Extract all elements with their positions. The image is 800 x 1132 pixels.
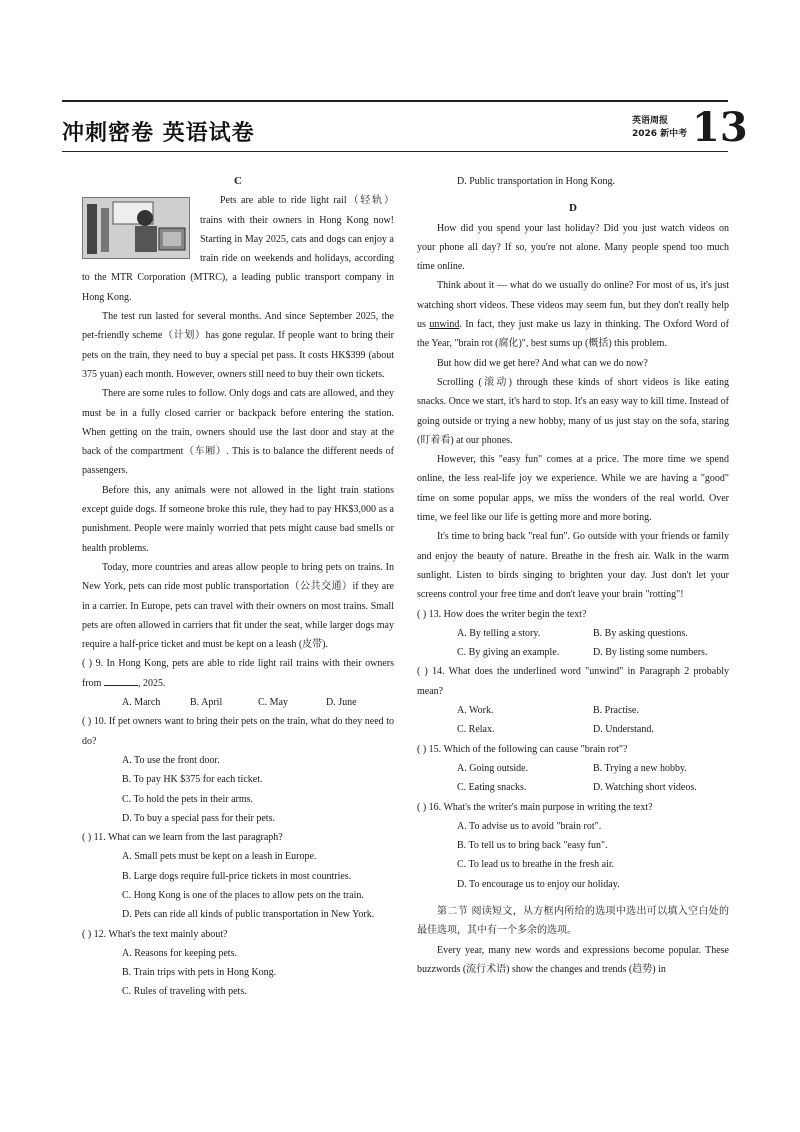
option: B. April: [190, 697, 223, 709]
brand-name: 英语周报: [632, 116, 669, 126]
brand-edition: 2026 新中考: [632, 129, 688, 139]
option: B. By asking questions.: [593, 627, 688, 639]
option: B. Trying a new hobby.: [593, 762, 687, 774]
passage-d-para-3: But how did we get here? And what can we do now?: [437, 357, 648, 369]
option: D. Understand.: [593, 724, 654, 736]
question-9-stem: ( ) 9. In Hong Kong, pets are able to ride light rail trains with their owners from: [82, 658, 394, 689]
header-top-rule: [62, 100, 728, 102]
passage-c-photo: [82, 197, 190, 259]
passage-c-label: C: [234, 175, 242, 187]
passage-c-para-4: Before this, any animals were not allowed in the light train stations except guide dogs. If someone broke this rule, they had to pay HK$3,000 as a punishment. People were mainly worried that pets might cause bad smells or health problems.: [82, 484, 394, 554]
question-16: [417, 798, 729, 894]
option: D. June: [326, 697, 357, 709]
question-12-option-d: D. Public transportation in Hong Kong.: [457, 176, 616, 187]
question-15: [417, 740, 729, 798]
passage-c-para-3: There are some rules to follow. Only dogs and cats are allowed, and they must be in a fully closed carrier or backpack before entering the station. When getting on the train, owners should use the last door and stay at the back of the compartment（车厢）. This is to balance the different needs of passengers.: [82, 388, 394, 477]
passage-d-para-5: However, this "easy fun" comes at a price. The more time we spend online, the less real-life joy we experience. While we are having a "good" time on some popular apps, we miss the wonders of the real world. Over time, we feel like our life is getting more and more boring.: [417, 454, 729, 524]
right-column: [417, 172, 729, 979]
question-14: [417, 662, 729, 739]
question-9-blank: [104, 675, 138, 686]
option: D. By listing some numbers.: [593, 647, 708, 659]
question-9: [82, 654, 394, 712]
question-11-stem: ( ) 11. What can we learn from the last paragraph?: [82, 832, 283, 844]
passage-d-para-2: Think about it — what do we usually do online? For most of us, it's just watching short videos. These videos may seem fun, but they don't really help us unwind. In fact, they just make us lazy in thinking. The Oxford Word of the Year, "brain rot (腐化)", best sums up (概括) this problem.: [417, 280, 730, 350]
option: D. To encourage us to enjoy our holiday.: [457, 878, 620, 890]
option: C. May: [258, 697, 288, 709]
option: A. Going outside.: [457, 762, 529, 774]
question-14-stem: ( ) 14. What does the underlined word "unwind" in Paragraph 2 probably mean?: [417, 666, 729, 697]
option: D. Pets can ride all kinds of public transportation in New York.: [122, 909, 375, 921]
question-11: [82, 828, 394, 924]
passage-d-para-4: Scrolling (滚动) through these kinds of short videos is like eating snacks. Once we start, it's hard to stop. It's an easy way to kill time. Instead of going outside or trying a new hobby, many of us just stay on the sofa, staring (盯着看) at our phones.: [417, 376, 729, 446]
option: C. To hold the pets in their arms.: [122, 793, 254, 805]
page-number: 13: [692, 104, 748, 151]
underlined-word: unwind: [429, 319, 460, 331]
passage-c-para-2: The test run lasted for several months. And since September 2025, the pet-friendly scheme（计划）has gone regular. If people want to bring their pets on the train, they need to buy a special pet pass. It costs HK$399 (about 375 yuan) each month. However, owners still need to buy their own tickets.: [82, 311, 394, 380]
option: D. Watching short videos.: [593, 782, 697, 794]
question-10-stem: ( ) 10. If pet owners want to bring their pets on the train, what do they need to do?: [82, 716, 394, 747]
question-12: [82, 925, 394, 1002]
passage-d-label: D: [569, 202, 577, 215]
option: A. By telling a story.: [457, 627, 541, 639]
option: C. Eating snacks.: [457, 782, 527, 794]
option: C. Rules of traveling with pets.: [122, 986, 247, 998]
section-2-para-1: Every year, many new words and expressions become popular. These buzzwords (流行术语) show the changes and trends (趋势) in: [417, 944, 729, 975]
option: A. March: [122, 697, 161, 709]
question-9-options: [82, 693, 394, 712]
option: B. Train trips with pets in Hong Kong.: [122, 967, 277, 979]
option: B. To tell us to bring back "easy fun".: [457, 840, 608, 852]
header-bottom-rule: [62, 151, 728, 152]
option: C. Hong Kong is one of the places to allow pets on the train.: [122, 889, 364, 901]
question-10: [82, 712, 394, 828]
passage-c-para-1: Pets are able to ride light rail（轻轨）trains with their owners in Hong Kong now! Starting in May 2025, cats and dogs can enjoy a train ride on weekends and holidays, according to the MTR Corporation (MTRC), a leading public transport company in Hong Kong.: [82, 195, 394, 303]
option: A. Reasons for keeping pets.: [122, 947, 237, 959]
option: B. Practise.: [593, 705, 639, 717]
question-16-stem: ( ) 16. What's the writer's main purpose in writing the text?: [417, 801, 653, 813]
option: B. To pay HK $375 for each ticket.: [122, 774, 263, 786]
passage-d-para-1: How did you spend your last holiday? Did you just watch videos on your phone all day? If so, you're not alone. Many people spend too much time online.: [417, 222, 729, 273]
pet-train-photo-icon: [83, 198, 189, 258]
option: A. To advise us to avoid "brain rot".: [457, 820, 602, 832]
question-15-stem: ( ) 15. Which of the following can cause "brain rot"?: [417, 743, 628, 755]
passage-c-para-5: Today, more countries and areas allow people to bring pets on trains. In New York, pets can ride most public transportation（公共交通）if they are in a carrier. In Europe, pets can travel with their owners on most trains. Small pets are often allowed in carriers that fit under the seat, while larger dogs may require a half-price ticket and must be kept on a leash (皮带).: [82, 561, 394, 651]
question-12-stem: ( ) 12. What's the text mainly about?: [82, 928, 228, 940]
option: B. Large dogs require full-price tickets in most countries.: [122, 870, 352, 882]
left-column: [82, 172, 394, 1002]
option: C. By giving an example.: [457, 647, 560, 659]
passage-d-para-6: It's time to bring back "real fun". Go outside with your friends or family and enjoy the beauty of nature. Breathe in the fresh air. Walk in the warm sunlight. Listen to birds singing to brighten your day. Just don't let your screens control your free time and don't leave your brain "rotting"!: [417, 531, 729, 601]
option: A. Small pets must be kept on a leash in Europe.: [122, 851, 317, 863]
question-13: [417, 605, 729, 663]
question-9-stem-end: , 2025.: [137, 677, 166, 689]
option: D. To buy a special pass for their pets.: [122, 812, 275, 824]
option: A. To use the front door.: [122, 754, 220, 766]
question-13-stem: ( ) 13. How does the writer begin the text?: [417, 608, 587, 620]
exam-title: 冲刺密卷 英语试卷: [62, 121, 255, 146]
section-2-heading: 第二节 阅读短文，从方框内所给的选项中选出可以填入空白处的最佳选项，其中有一个多余的选项。: [417, 905, 729, 937]
option: A. Work.: [457, 705, 494, 717]
option: C. To lead us to breathe in the fresh air.: [457, 859, 615, 871]
page-header: [62, 100, 748, 154]
option: C. Relax.: [457, 724, 495, 736]
